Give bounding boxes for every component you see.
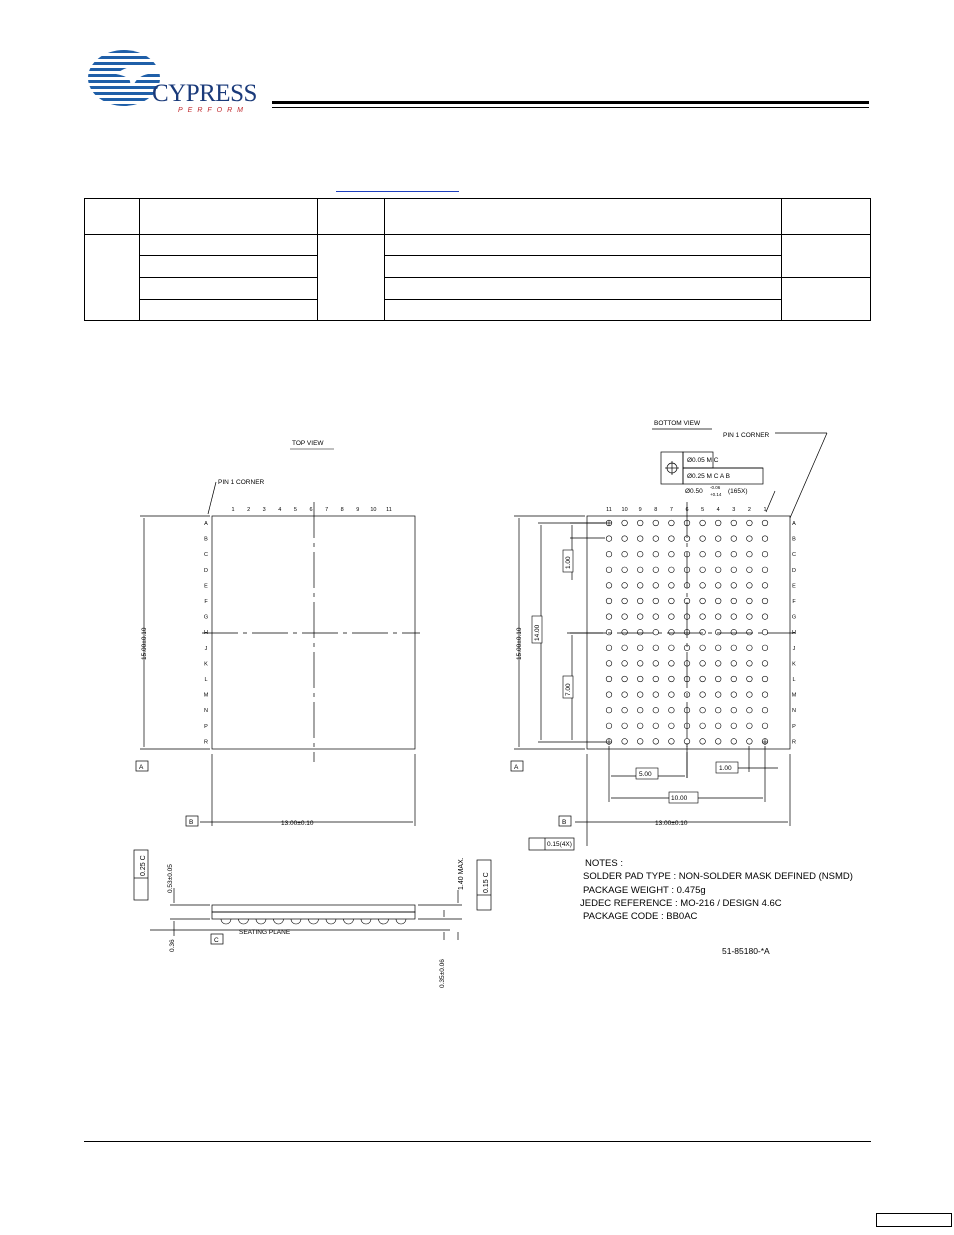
side-view-ball — [291, 919, 301, 924]
solder-ball — [715, 723, 721, 729]
solder-ball — [669, 692, 675, 698]
solder-ball — [606, 567, 612, 573]
solder-ball — [653, 707, 659, 713]
solder-ball — [715, 583, 721, 589]
notes-title: NOTES : — [585, 858, 624, 869]
bottom-view-row-letter: B — [792, 536, 796, 543]
top-view-label: TOP VIEW — [292, 440, 324, 447]
solder-ball — [762, 536, 768, 542]
ball-count: (165X) — [728, 488, 748, 495]
solder-ball — [747, 723, 753, 729]
solder-ball — [731, 723, 737, 729]
solder-ball — [653, 567, 659, 573]
solder-ball — [637, 520, 643, 526]
solder-ball — [653, 676, 659, 682]
bottom-view-row-letter: R — [792, 739, 796, 746]
top-view-column-number: 8 — [340, 507, 344, 513]
top-view-column-number: 3 — [262, 507, 266, 513]
solder-ball — [622, 567, 628, 573]
ball-diameter: Ø0.50 — [685, 488, 703, 495]
solder-ball — [715, 739, 721, 745]
solder-ball — [653, 661, 659, 667]
solder-ball — [669, 520, 675, 526]
top-view-column-number: 9 — [356, 507, 360, 513]
col-span-dim: 10.00 — [671, 795, 688, 802]
top-view-column-number: 6 — [309, 507, 313, 513]
solder-ball — [700, 536, 706, 542]
bottom-view-column-number: 3 — [732, 507, 736, 513]
solder-ball — [653, 723, 659, 729]
solder-ball — [669, 551, 675, 557]
solder-ball — [762, 676, 768, 682]
solder-ball — [747, 598, 753, 604]
top-view-row-letter: R — [204, 739, 208, 746]
solder-ball — [669, 707, 675, 713]
solder-ball — [700, 707, 706, 713]
solder-ball — [731, 707, 737, 713]
solder-ball — [622, 629, 628, 635]
solder-ball — [700, 723, 706, 729]
solder-ball — [669, 598, 675, 604]
top-view-body — [212, 516, 415, 749]
parallel-tolerance: 0.25 C — [140, 855, 147, 876]
solder-ball — [637, 583, 643, 589]
solder-ball — [606, 645, 612, 651]
top-view-column-number: 2 — [247, 507, 251, 513]
bottom-view-column-number: 4 — [716, 507, 720, 513]
solder-ball — [637, 567, 643, 573]
side-view-ball — [239, 919, 249, 924]
solder-ball — [747, 676, 753, 682]
solder-ball — [637, 645, 643, 651]
solder-ball — [700, 614, 706, 620]
solder-ball — [669, 583, 675, 589]
solder-ball — [715, 520, 721, 526]
bottom-view-column-number: 1 — [763, 507, 767, 513]
solder-ball — [622, 645, 628, 651]
bottom-view-column-number: 8 — [654, 507, 658, 513]
bottom-view-row-letter: P — [792, 723, 796, 730]
solder-ball — [669, 739, 675, 745]
datum-b-top: B — [189, 819, 194, 826]
top-view-row-letter: M — [203, 692, 209, 699]
solder-ball — [762, 520, 768, 526]
bottom-view-column-number: 2 — [747, 507, 751, 513]
solder-ball — [762, 629, 768, 635]
bottom-view-column-number: 7 — [669, 507, 673, 513]
solder-ball — [700, 676, 706, 682]
max-height: 1.40 MAX. — [458, 857, 465, 890]
bottom-view-row-letter: H — [792, 630, 796, 637]
solder-ball — [637, 536, 643, 542]
top-view-row-letter: K — [204, 661, 208, 668]
bottom-view-row-letter: D — [792, 567, 796, 574]
solder-ball — [715, 661, 721, 667]
side-view-ball — [326, 919, 336, 924]
top-width-dim: 13.00±0.10 — [281, 820, 314, 827]
side-view-ball — [344, 919, 354, 924]
note-item: PACKAGE CODE : BB0AC — [583, 911, 698, 922]
side-view-ball — [396, 919, 406, 924]
ball-height-dim: 0.35±0.06 — [439, 959, 446, 988]
logo-wordmark: CYPRESS — [152, 80, 257, 107]
solder-ball — [606, 661, 612, 667]
bottom-view-column-number: 5 — [701, 507, 705, 513]
solder-ball — [731, 536, 737, 542]
solder-ball — [731, 676, 737, 682]
solder-ball — [669, 661, 675, 667]
bottom-view-row-letter: F — [792, 599, 796, 605]
solder-ball — [715, 645, 721, 651]
solder-ball — [622, 707, 628, 713]
solder-ball — [747, 614, 753, 620]
standoff-dim: 0.36 — [169, 939, 176, 952]
solder-ball — [762, 567, 768, 573]
pin1-corner-top-label: PIN 1 CORNER — [218, 479, 265, 486]
solder-ball — [747, 707, 753, 713]
solder-ball — [700, 567, 706, 573]
document-number: 51-85180-*A — [722, 946, 770, 956]
solder-ball — [653, 692, 659, 698]
page-number-box — [876, 1213, 952, 1227]
note-item: PACKAGE WEIGHT : 0.475g — [583, 885, 706, 896]
bottom-view-row-letter: J — [792, 645, 796, 652]
solder-ball — [637, 661, 643, 667]
solder-ball — [731, 629, 737, 635]
top-view-column-number: 4 — [278, 507, 282, 513]
logo-tagline: PERFORM — [178, 107, 248, 114]
solder-ball — [669, 676, 675, 682]
top-view-row-letter: F — [204, 599, 208, 605]
top-view-column-number: 11 — [386, 507, 392, 513]
solder-ball — [747, 567, 753, 573]
datum-c: C — [214, 937, 219, 944]
solder-ball — [637, 739, 643, 745]
solder-ball — [731, 551, 737, 557]
side-view-ball — [256, 919, 266, 924]
solder-ball — [637, 551, 643, 557]
solder-ball — [653, 645, 659, 651]
solder-ball — [731, 520, 737, 526]
solder-ball — [731, 739, 737, 745]
solder-ball — [606, 723, 612, 729]
top-view-row-letter: D — [204, 567, 208, 574]
solder-ball — [669, 723, 675, 729]
top-view-row-letter: P — [204, 723, 208, 730]
top-view-row-letter: A — [204, 521, 208, 527]
tolerance-ball-1: Ø0.05 M C — [687, 457, 719, 464]
solder-ball — [762, 551, 768, 557]
bottom-view-row-letter: L — [792, 677, 796, 683]
solder-ball — [715, 692, 721, 698]
solder-ball — [653, 551, 659, 557]
solder-ball — [637, 676, 643, 682]
bottom-view-row-letter: M — [791, 692, 797, 699]
bottom-view-row-letter: K — [792, 661, 796, 668]
solder-ball — [731, 692, 737, 698]
solder-ball — [653, 629, 659, 635]
solder-ball — [637, 614, 643, 620]
bottom-view-row-letter: N — [792, 708, 796, 715]
solder-ball — [715, 551, 721, 557]
solder-ball — [622, 598, 628, 604]
solder-ball — [622, 583, 628, 589]
solder-ball — [700, 520, 706, 526]
solder-ball — [637, 598, 643, 604]
bottom-width-dim: 13.00±0.10 — [655, 820, 688, 827]
solder-ball — [731, 661, 737, 667]
datum-a-top: A — [139, 764, 144, 771]
solder-ball — [731, 567, 737, 573]
solder-ball — [762, 583, 768, 589]
solder-ball — [747, 661, 753, 667]
note-item: JEDEC REFERENCE : MO-216 / DESIGN 4.6C — [580, 898, 782, 909]
solder-ball — [762, 661, 768, 667]
solder-ball — [622, 692, 628, 698]
ball-tolerance-plus: +0.14 — [710, 492, 722, 497]
solder-ball — [747, 645, 753, 651]
solder-ball — [606, 707, 612, 713]
top-view-row-letter: N — [204, 708, 208, 715]
solder-ball — [747, 739, 753, 745]
solder-ball — [762, 645, 768, 651]
side-view-ball — [221, 919, 231, 924]
solder-ball — [606, 551, 612, 557]
datum-a-bottom: A — [514, 764, 519, 771]
tolerance-ball-2: Ø0.25 M C A B — [687, 473, 730, 480]
solder-ball — [762, 614, 768, 620]
solder-ball — [762, 692, 768, 698]
solder-ball — [715, 629, 721, 635]
solder-ball — [669, 645, 675, 651]
solder-ball — [653, 583, 659, 589]
solder-ball — [637, 692, 643, 698]
half-col-dim: 5.00 — [639, 771, 652, 778]
solder-ball — [762, 723, 768, 729]
solder-ball — [747, 629, 753, 635]
top-view-row-letter: E — [204, 583, 208, 590]
bottom-view-body — [587, 516, 790, 749]
solder-ball — [747, 551, 753, 557]
solder-ball — [715, 536, 721, 542]
solder-ball — [747, 536, 753, 542]
solder-ball — [731, 614, 737, 620]
top-view-column-number: 10 — [370, 507, 377, 513]
top-view-row-letter: C — [204, 552, 208, 559]
solder-ball — [669, 629, 675, 635]
top-view-column-number: 5 — [293, 507, 297, 513]
top-view-row-letter: G — [203, 614, 209, 621]
pitch-dim-horizontal: 1.00 — [719, 765, 732, 772]
bottom-view-row-letter: A — [792, 521, 796, 527]
bottom-view-column-number: 6 — [685, 507, 689, 513]
solder-ball — [606, 614, 612, 620]
solder-ball — [622, 661, 628, 667]
solder-ball — [622, 739, 628, 745]
solder-ball — [762, 707, 768, 713]
top-view-row-letter: H — [204, 630, 208, 637]
solder-ball — [653, 598, 659, 604]
solder-ball — [606, 629, 612, 635]
solder-ball — [653, 614, 659, 620]
bottom-view-column-number: 11 — [606, 507, 612, 513]
solder-ball — [731, 583, 737, 589]
solder-ball — [622, 551, 628, 557]
seating-plane-label: SEATING PLANE — [239, 929, 291, 936]
solder-ball — [606, 598, 612, 604]
bottom-view-column-number: 10 — [621, 507, 628, 513]
solder-ball — [715, 614, 721, 620]
note-item: SOLDER PAD TYPE : NON-SOLDER MASK DEFINED (NSMD) — [583, 871, 853, 882]
solder-ball — [700, 629, 706, 635]
flatness-tolerance: 0.15(4X) — [547, 841, 572, 848]
solder-ball — [747, 520, 753, 526]
body-thickness: 0.53±0.05 — [167, 864, 174, 893]
footer-rule — [84, 1141, 871, 1142]
bottom-view-label: BOTTOM VIEW — [654, 420, 701, 427]
solder-ball — [606, 692, 612, 698]
solder-ball — [700, 739, 706, 745]
pitch-dim-vertical: 1.00 — [565, 556, 572, 569]
solder-ball — [700, 645, 706, 651]
bottom-view-row-letter: C — [792, 552, 796, 559]
solder-ball — [700, 692, 706, 698]
bottom-height-dim: 15.00±0.10 — [516, 627, 523, 660]
solder-ball — [622, 723, 628, 729]
top-view-row-letter: B — [204, 536, 208, 543]
solder-ball — [653, 536, 659, 542]
side-view-ball — [379, 919, 389, 924]
top-view-row-letter: J — [204, 645, 208, 652]
solder-ball — [653, 739, 659, 745]
solder-ball — [622, 614, 628, 620]
half-row-dim: 7.00 — [565, 683, 572, 696]
solder-ball — [700, 551, 706, 557]
solder-ball — [669, 614, 675, 620]
solder-ball — [622, 676, 628, 682]
solder-ball — [731, 645, 737, 651]
solder-ball — [762, 598, 768, 604]
top-view-row-letter: L — [204, 677, 208, 683]
solder-ball — [747, 583, 753, 589]
solder-ball — [715, 676, 721, 682]
solder-ball — [606, 676, 612, 682]
solder-ball — [731, 598, 737, 604]
solder-ball — [700, 661, 706, 667]
solder-ball — [700, 598, 706, 604]
solder-ball — [622, 520, 628, 526]
solder-ball — [715, 707, 721, 713]
solder-ball — [700, 583, 706, 589]
solder-ball — [622, 536, 628, 542]
ball-tolerance-minus: -0.06 — [710, 485, 721, 490]
solder-ball — [637, 629, 643, 635]
pin1-corner-bottom-label: PIN 1 CORNER — [723, 432, 770, 439]
solder-ball — [669, 567, 675, 573]
top-height-dim: 15.00±0.10 — [141, 627, 148, 660]
side-view-ball — [361, 919, 371, 924]
solder-ball — [606, 583, 612, 589]
bottom-view-row-letter: G — [791, 614, 797, 621]
side-view-ball — [309, 919, 319, 924]
row-span-dim: 14.00 — [534, 624, 541, 641]
datum-b-bottom: B — [562, 819, 567, 826]
solder-ball — [715, 567, 721, 573]
top-view-column-number: 7 — [325, 507, 329, 513]
solder-ball — [669, 536, 675, 542]
side-view-ball — [274, 919, 284, 924]
solder-ball — [747, 692, 753, 698]
bottom-view-row-letter: E — [792, 583, 796, 590]
solder-ball — [653, 520, 659, 526]
top-view-column-number: 1 — [231, 507, 235, 513]
solder-ball — [606, 536, 612, 542]
solder-ball — [715, 598, 721, 604]
solder-ball — [637, 707, 643, 713]
bottom-view-column-number: 9 — [638, 507, 642, 513]
coplanarity-tolerance: 0.15 C — [483, 872, 490, 893]
solder-ball — [637, 723, 643, 729]
